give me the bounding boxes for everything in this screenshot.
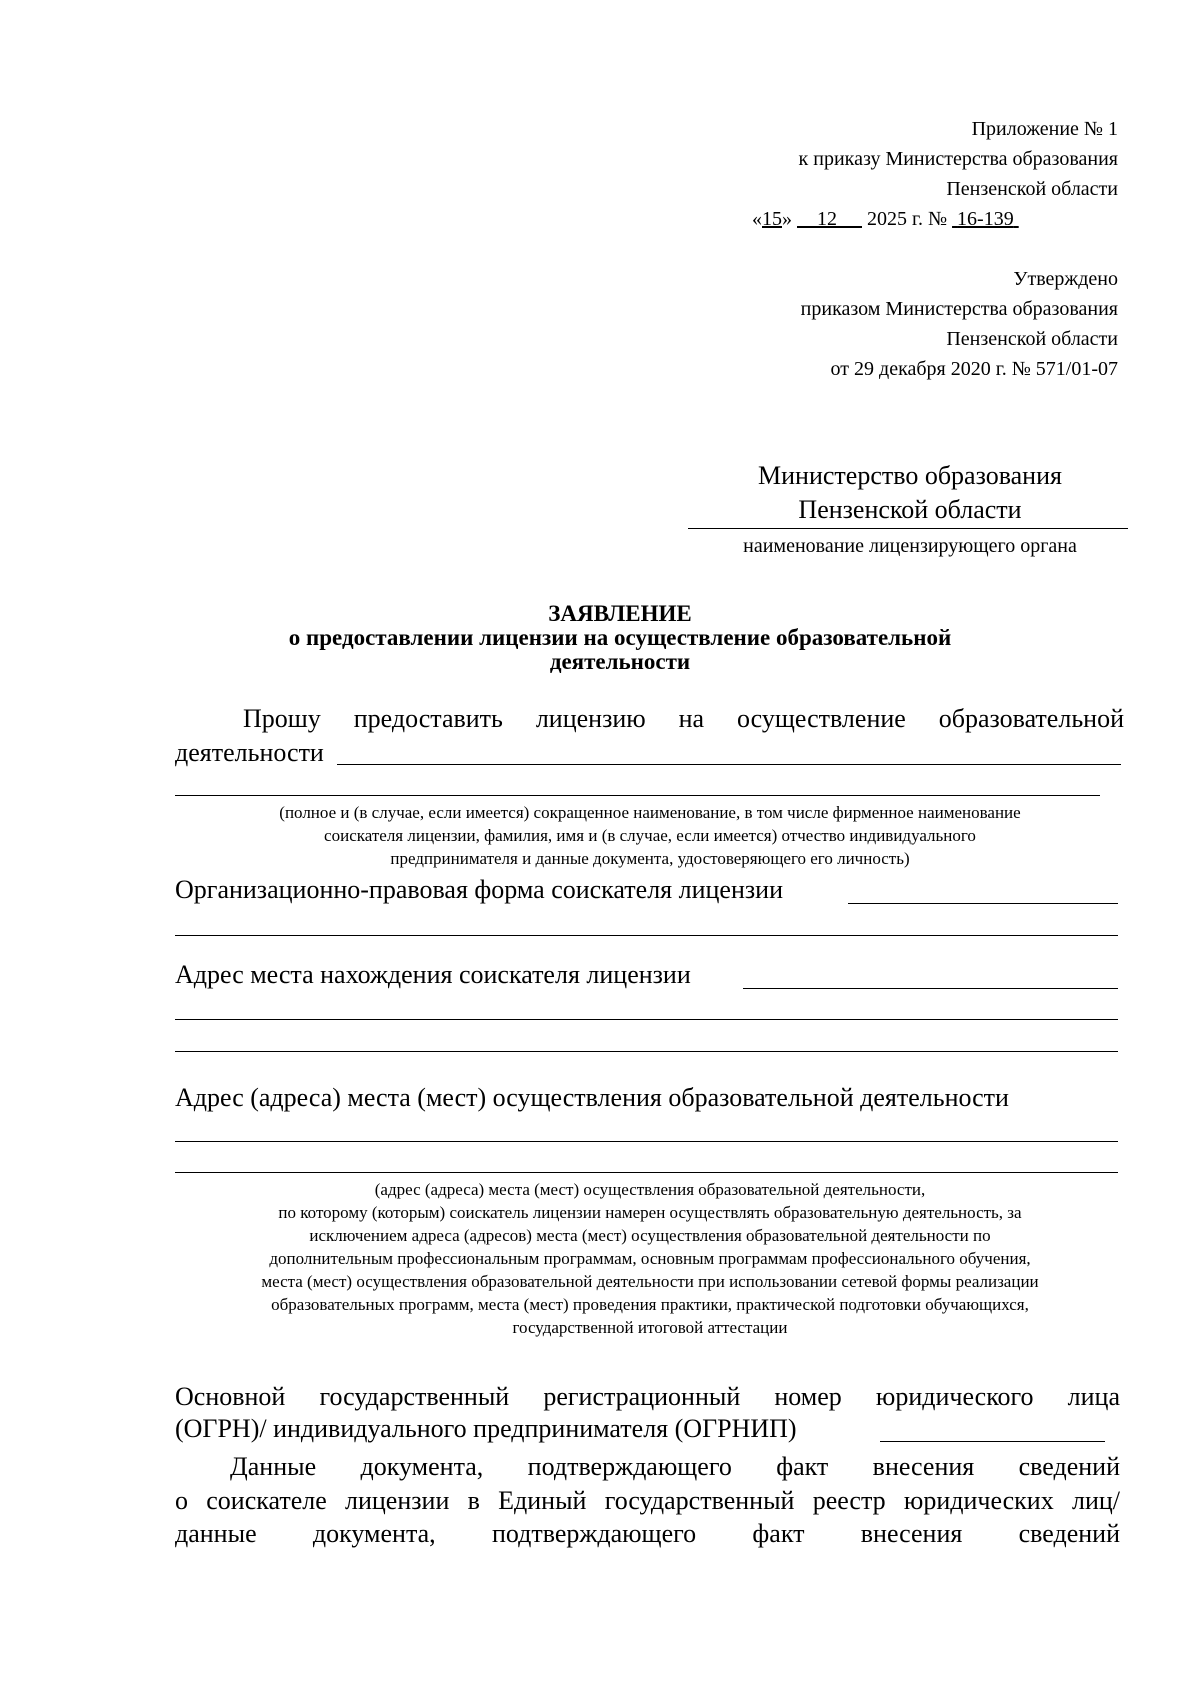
approved-order: приказом Министерства образования: [800, 298, 1118, 320]
note-address-line-7: государственной итоговой аттестации: [512, 1318, 788, 1337]
note-address-line-1: (адрес (адреса) места (мест) осуществления образовательной деятельности,: [374, 1180, 926, 1199]
appendix-region: Пензенской области: [946, 178, 1118, 200]
note-name-line-3: предпринимателя и данные документа, удостоверяющего его личность): [390, 849, 910, 868]
approved-label: Утверждено: [1013, 268, 1118, 290]
ogrn-line-1: Основной государственный регистрационный номер юридического лица: [175, 1382, 1120, 1411]
date-quote-open: «: [752, 208, 762, 230]
document-subtitle-2: деятельности: [549, 649, 691, 674]
order-number: [952, 208, 1019, 230]
request-line-1: Прошу предоставить лицензию на осуществление образовательной: [243, 704, 1124, 733]
authority-line1: Министерство образования: [758, 461, 1062, 490]
fill-line: [175, 1172, 1118, 1173]
fill-line: [743, 988, 1118, 989]
fill-line: [175, 1019, 1118, 1020]
date-quote-close: »: [782, 208, 792, 230]
note-name-line-2: соискателя лицензии, фамилия, имя и (в случае, если имеется) отчество индивидуального: [324, 826, 976, 845]
fill-line: [175, 795, 1100, 796]
date-month-value: 12: [817, 208, 837, 230]
approved-date: от 29 декабря 2020 г. № 571/01-07: [830, 358, 1118, 380]
fill-line: [175, 1141, 1118, 1142]
address-label: Адрес места нахождения соискателя лицензии: [175, 960, 691, 989]
fill-line: [848, 903, 1118, 904]
ogrn-line-2: (ОГРН)/ индивидуального предпринимателя (ОГРНИП): [175, 1414, 797, 1443]
note-address-line-5: места (мест) осуществления образовательной деятельности при использовании сетевой формы реализации: [261, 1272, 1039, 1291]
authority-underline: [688, 528, 1128, 529]
note-address-line-4: дополнительным профессиональным программам, основным программам профессионального обучения,: [269, 1249, 1031, 1268]
fill-line: [337, 764, 1121, 765]
appendix-order-ref: к приказу Министерства образования: [798, 148, 1118, 170]
document-title: ЗАЯВЛЕНИЕ: [548, 601, 692, 626]
doc-line-1: Данные документа, подтверждающего факт внесения сведений: [230, 1452, 1120, 1481]
note-address-line-2: по которому (которым) соискатель лицензии намерен осуществлять образовательную деятельность, за: [278, 1203, 1022, 1222]
appendix-date-line: [752, 208, 1019, 231]
date-year: 2025 г. №: [867, 208, 948, 230]
date-month: [797, 208, 862, 230]
note-address-line-6: образовательных программ, места (мест) проведения практики, практической подготовки обучающихся,: [271, 1295, 1029, 1314]
doc-line-2: о соискателе лицензии в Единый государственный реестр юридических лиц/: [175, 1486, 1120, 1515]
authority-line2: Пензенской области: [798, 495, 1022, 524]
activity-address-label: Адрес (адреса) места (мест) осуществления образовательной деятельности: [175, 1083, 1009, 1112]
date-day: 15: [762, 208, 782, 230]
order-number-value: 16-139: [957, 208, 1014, 230]
fill-line: [175, 1051, 1118, 1052]
note-name-line-1: (полное и (в случае, если имеется) сокращенное наименование, в том числе фирменное наименование: [279, 803, 1021, 822]
document-subtitle-1: о предоставлении лицензии на осуществление образовательной: [288, 625, 952, 650]
note-address-line-3: исключением адреса (адресов) места (мест) осуществления образовательной деятельности по: [309, 1226, 991, 1245]
org-form-label: Организационно-правовая форма соискателя лицензии: [175, 875, 783, 904]
appendix-label: Приложение № 1: [971, 118, 1118, 140]
authority-caption: наименование лицензирующего органа: [743, 535, 1077, 557]
fill-line: [880, 1441, 1105, 1442]
fill-line: [175, 935, 1118, 936]
doc-line-3: данные документа, подтверждающего факт внесения сведений: [175, 1519, 1120, 1548]
approved-region: Пензенской области: [946, 328, 1118, 350]
request-line-2: деятельности: [175, 738, 324, 767]
